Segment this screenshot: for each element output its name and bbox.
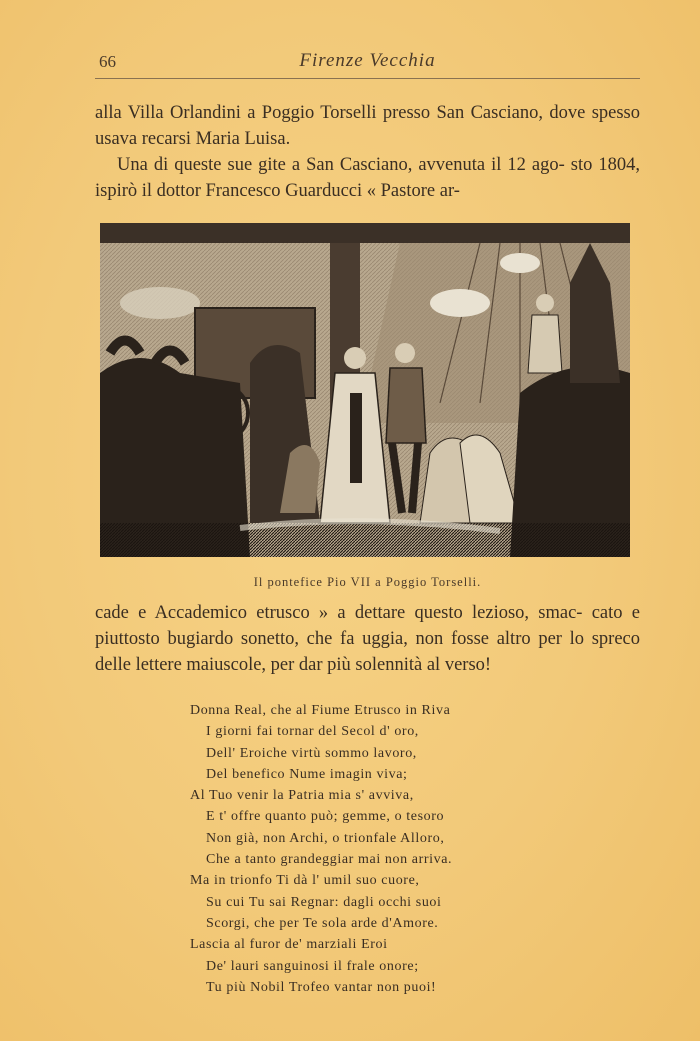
figure-caption: Il pontefice Pio VII a Poggio Torselli. <box>253 575 482 589</box>
sonnet-line: Al Tuo venir la Patria mia s' avviva, <box>190 788 414 804</box>
text-line: sto 1804, ispirò il dottor Francesco Guarducci « Pastore ar- <box>95 155 641 201</box>
sonnet-line: Lascia al furor de' marziali Eroi <box>190 937 388 953</box>
continuation-text <box>95 600 640 678</box>
sonnet-line: Ma in trionfo Ti dà l' umil suo cuore, <box>190 873 420 889</box>
sonnet-line: Del benefico Nume imagin viva; <box>206 766 408 782</box>
sonnet-line: Scorgi, che per Te sola arde d'Amore. <box>206 915 439 931</box>
sonnet-line: De' lauri sanguinosi il frale onore; <box>206 958 419 974</box>
text-line: alla Villa Orlandini a Poggio Torselli presso San Casciano, <box>95 103 544 123</box>
engraving-illustration <box>100 223 630 557</box>
paragraph-gita <box>95 152 640 204</box>
page-header <box>95 50 640 79</box>
sonnet <box>190 700 630 998</box>
sonnet-line: Donna Real, che al Fiume Etrusco in Riva <box>190 703 451 718</box>
paragraph-sonetto-intro <box>95 600 640 678</box>
sonnet-line: Non già, non Archi, o trionfale Alloro, <box>206 830 445 846</box>
sonnet-line: I giorni fai tornar del Secol d' oro, <box>206 724 419 740</box>
sonnet-line: Su cui Tu sai Regnar: dagli occhi suoi <box>206 894 442 910</box>
page-number: 66 <box>99 52 116 71</box>
sonnet-line: Dell' Eroiche virtù sommo lavoro, <box>206 745 417 761</box>
sonnet-line: Che a tanto grandeggiar mai non arriva. <box>206 852 453 868</box>
text-line: cade e Accademico etrusco » a dettare questo lezioso, smac- <box>95 603 583 623</box>
engraving-image <box>100 223 630 557</box>
sonnet-line: Tu più Nobil Trofeo vantar non puoi! <box>206 979 437 995</box>
paragraph-continuation <box>95 100 640 152</box>
text-line: dove spesso usava recarsi Maria Luisa. <box>95 103 641 149</box>
text-line: Una di queste sue gite a San Casciano, avvenuta il 12 ago- <box>117 155 565 175</box>
running-title: Firenze Vecchia <box>299 50 436 71</box>
text-line: per lo spreco delle lettere maiuscole, per dar più solennità al <box>95 629 641 675</box>
text-line: cato e piuttosto bugiardo sonetto, che fa uggia, non fosse altro <box>95 603 640 649</box>
text-line: verso! <box>444 655 492 675</box>
opening-text <box>95 100 640 204</box>
sonnet-line: E t' offre quanto può; gemme, o tesoro <box>206 809 445 825</box>
